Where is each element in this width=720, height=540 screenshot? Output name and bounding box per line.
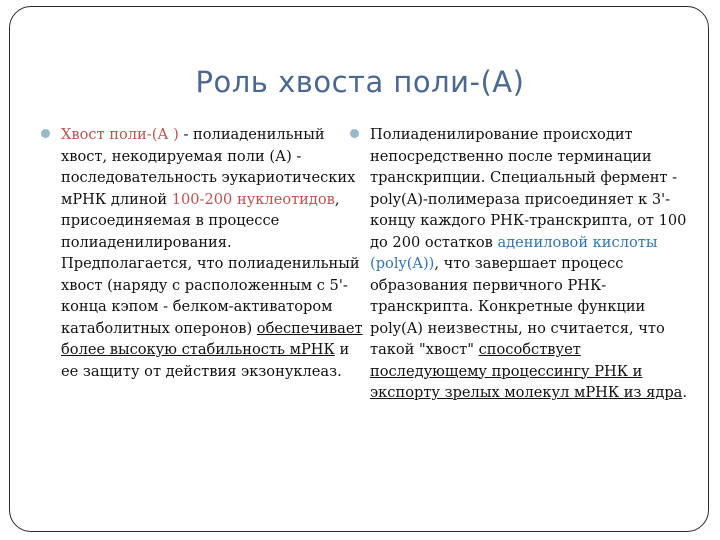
bullet-icon <box>350 129 359 138</box>
right-text-2: , что завершает процесс образования первичного РНК-транскрипта. Конкретные функции poly(A) неизвестны, но считается, что такой "хвост" <box>370 255 665 358</box>
bullet-icon <box>41 129 50 138</box>
left-paragraph <box>61 124 366 382</box>
slide-title: Роль хвоста поли-(А) <box>195 65 525 99</box>
left-text-3: и ее защиту от действия экзонуклеаз. <box>61 341 350 380</box>
lead-dash: - <box>178 126 194 143</box>
right-column <box>370 124 688 404</box>
adenylic-highlight: адениловой кислоты (poly(A)) <box>370 233 658 272</box>
lead-term: Хвост поли-(А ) <box>61 126 179 143</box>
left-column <box>61 124 366 382</box>
right-text-1: Полиаденилирование происходит непосредственно после терминации транскрипции. Специальный фермент - poly(A)-полимераза присоединяет к 3'-концу каждого РНК-транскрипта, от 100 до 200 остатков <box>370 126 687 251</box>
right-paragraph <box>370 124 688 404</box>
left-text-2: , присоединяемая в процессе полиаденилирования. Предполагается, что полиаденильный хвост (наряду с расположенным с 5'-конца кэпом - белком-активатором катаболитных оперонов) <box>61 190 360 337</box>
processing-underlined: способствует последующему процессингу РНК и экспорту зрелых молекул мРНК из ядра <box>370 341 683 401</box>
left-text-1: полиаденильный хвост, некодируемая поли (А) - последовательность эукариотических мРНК длиной <box>61 126 356 208</box>
right-text-3: . <box>682 384 688 401</box>
stability-underlined: обеспечивает более высокую стабильность мРНК <box>61 319 363 358</box>
length-highlight: 100-200 нуклеотидов <box>171 190 335 208</box>
slide <box>9 6 709 532</box>
